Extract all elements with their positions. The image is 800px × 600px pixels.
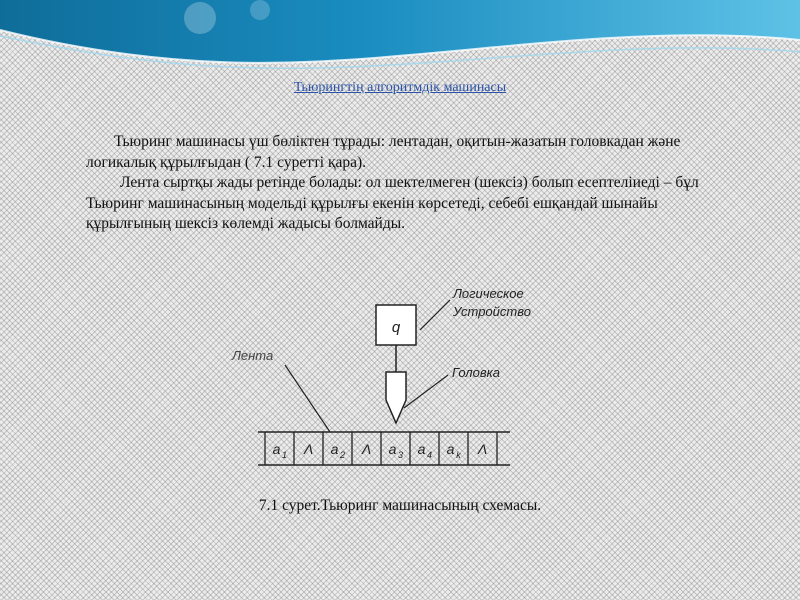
logic-leader-line	[420, 300, 450, 330]
tape-cell-subscript: 3	[397, 450, 404, 460]
tape-cell-symbol: Λ	[477, 441, 488, 457]
tape-cell-subscript: 4	[426, 450, 433, 460]
tape-cell-symbol: Λ	[361, 441, 372, 457]
tape-cell-symbol: a	[446, 441, 455, 457]
tape-cell-subscript: 2	[339, 450, 346, 460]
tape-cell-symbol: a	[388, 441, 397, 457]
tape-leader-line	[285, 365, 330, 432]
tape-cell-subscript: k	[456, 450, 461, 460]
logic-label-line-1: Логическое	[453, 286, 524, 301]
paragraph-2: Лента сыртқы жады ретінде болады: ол шектелмеген (шексіз) болып есептеліиеді – бұл Тьюринг машинасының модельді құрылғы екенін көрсетеді, себебі ешқандай шынайы құрылғының шексіз көлемді жадысы болмайды.	[86, 174, 699, 232]
head-leader-line	[404, 375, 448, 408]
tape-cell-subscript: 1	[281, 450, 288, 460]
slide-title: Тьюрингтің алгоритмдік машинасы	[293, 80, 507, 95]
tape-cell-symbol: Λ	[303, 441, 314, 457]
logic-label-line-2: Устройство	[453, 304, 531, 319]
tape-cell-symbol: a	[417, 441, 426, 457]
tape-cell-symbol: a	[272, 441, 281, 457]
state-label: q	[391, 319, 401, 336]
head-label: Головка	[452, 365, 501, 380]
paragraph-1: Тьюринг машинасы үш бөліктен тұрады: лентадан, оқитын-жазатын головкадан және логикалық құрылғыдан ( 7.1 суретті қара).	[86, 133, 681, 171]
read-write-head	[386, 372, 406, 423]
figure-caption: 7.1 сурет.Тьюринг машинасының схемасы.	[258, 497, 542, 514]
tape-cell-symbol: a	[330, 441, 339, 457]
tape-label: Лента	[232, 348, 274, 363]
